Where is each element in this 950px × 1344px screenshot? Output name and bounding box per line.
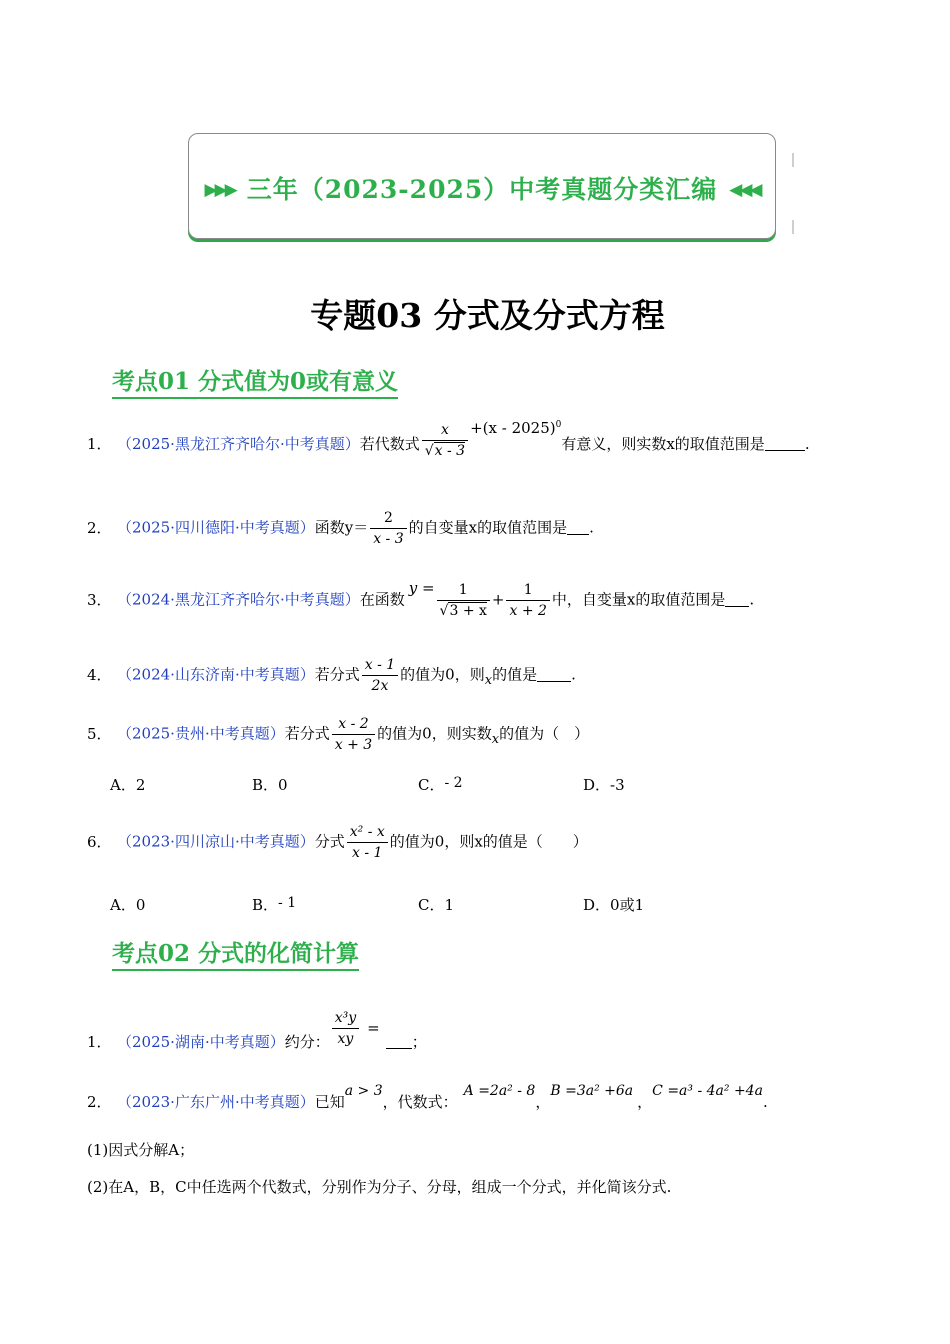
fraction-numerator: x - 2 <box>332 714 375 735</box>
answer-blank[interactable] <box>386 1034 412 1049</box>
fraction-denominator: √x - 3 <box>424 443 466 459</box>
option-d[interactable]: D．-3 <box>583 776 625 794</box>
fraction-denominator: x + 2 <box>509 603 547 619</box>
question-number: 5． <box>87 724 112 743</box>
fraction-denominator: xy <box>337 1031 354 1047</box>
divider <box>792 153 794 167</box>
fraction-numerator: 1 <box>437 580 490 601</box>
question-text: 若分式 <box>314 665 360 684</box>
fraction <box>362 655 398 696</box>
option-a[interactable]: A．0 <box>110 896 146 914</box>
page-title: 专题03 分式及分式方程 <box>310 296 665 335</box>
answer-blank[interactable] <box>567 520 589 535</box>
math-expression: A =2a² - 8 <box>463 1083 536 1099</box>
option-b[interactable]: B．0 <box>252 776 288 794</box>
math-expression: C =a³ - 4a² +4a <box>652 1083 763 1099</box>
fraction <box>347 822 388 863</box>
question-number: 4． <box>87 665 112 684</box>
question-2-2: 2． （2023·广东广州·中考真题）已知a > 3，代数式：A =2a² - 8，B =3a² +6a，C =a³ - 4a² +4a. <box>87 1083 768 1111</box>
question-number: 3． <box>87 590 112 609</box>
fraction-denominator: x + 3 <box>334 737 373 753</box>
question-number: 6． <box>87 832 112 851</box>
option-c[interactable]: C．1 <box>418 896 455 914</box>
question-source: （2025·贵州·中考真题） <box>117 724 285 743</box>
question-text: 的值为0，则x的值是（ ） <box>389 832 588 851</box>
question-text: 的值为0，则实数 <box>377 724 492 743</box>
banner-text-row <box>189 170 775 206</box>
question-source: （2025·黑龙江齐齐哈尔·中考真题） <box>117 435 360 453</box>
answer-blank[interactable] <box>765 436 805 451</box>
question-source: （2023·广东广州·中考真题） <box>117 1093 315 1111</box>
option-c[interactable]: C．- 2 <box>418 775 463 794</box>
sub-question-1: (1)因式分解A； <box>87 1141 195 1159</box>
question-text: ，代数式： <box>382 1093 458 1111</box>
question-1-2: 2． （2025·四川德阳·中考真题）函数y＝ $\frac{2}{x - 3}$ 的自变量x的取值范围是 . <box>87 510 594 547</box>
question-number: 1． <box>87 1033 112 1051</box>
question-text: 的值是 <box>492 665 538 684</box>
fraction-numerator: 2 <box>370 508 406 529</box>
question-text: 若代数式 <box>359 435 420 453</box>
question-text: 的自变量x的取值范围是 <box>408 518 568 537</box>
question-number: 1． <box>87 435 112 453</box>
arrow-right-icon: ▶▶▶ <box>204 180 235 200</box>
fraction <box>332 1008 359 1049</box>
fraction <box>332 714 375 755</box>
question-source: （2025·四川德阳·中考真题） <box>117 518 315 537</box>
fraction-numerator: x³y <box>332 1008 359 1029</box>
divider <box>792 220 794 234</box>
fraction-denominator: x - 3 <box>373 531 404 547</box>
fraction <box>422 420 468 461</box>
question-1-4: 4． （2024·山东济南·中考真题）若分式 $\frac{x - 1}{2x}$ 的值为0，则x的值是 . <box>87 657 576 694</box>
fraction-numerator: 1 <box>506 580 549 601</box>
math-expression: + <box>491 590 505 609</box>
option-d[interactable]: D．0或1 <box>583 896 645 914</box>
banner-text: 三年（2023-2025）中考真题分类汇编 <box>246 175 718 204</box>
question-text: 函数y＝ <box>314 518 369 537</box>
question-source: （2024·黑龙江齐齐哈尔·中考真题） <box>117 590 360 609</box>
fraction <box>370 508 406 549</box>
question-1-5: 5． （2025·贵州·中考真题）若分式 $\frac{x - 2}{x + 3}$ 的值为0，则实数x的值为（ ） <box>87 716 590 753</box>
fraction <box>437 580 490 621</box>
fraction <box>506 580 549 621</box>
question-text: 在函数 <box>359 590 405 609</box>
question-source: （2023·四川凉山·中考真题） <box>117 832 315 851</box>
question-text: 有意义，则实数x的取值范围是 <box>561 435 765 453</box>
sub-question-2: (2)在A，B，C中任选两个代数式，分别作为分子、分母，组成一个分式，并化简该分式. <box>87 1178 672 1196</box>
fraction-numerator: x² - x <box>347 822 388 843</box>
math-expression: B =3a² +6a <box>550 1083 634 1099</box>
question-text: 的值为（ ） <box>499 724 590 743</box>
option-a[interactable]: A．2 <box>110 776 146 794</box>
math-expression: y = <box>408 578 435 597</box>
fraction-denominator: √3 + x <box>439 603 487 619</box>
option-b[interactable]: B．- 1 <box>252 895 297 914</box>
question-2-1: 1． （2025·湖南·中考真题）约分： $\frac{\text{x³y}}{xy}$ =； <box>87 1010 427 1051</box>
question-text: 中，自变量x的取值范围是 <box>551 590 726 609</box>
question-text: 约分： <box>284 1033 330 1051</box>
math-expression: +(x - 2025)$^0$ <box>470 419 562 437</box>
question-number: 2． <box>87 1093 112 1111</box>
question-source: （2024·山东济南·中考真题） <box>117 665 315 684</box>
question-text: 的值为0，则 <box>400 665 485 684</box>
section-heading-1: 考点01 分式值为0或有意义 <box>112 368 398 399</box>
fraction-numerator: x <box>422 420 468 441</box>
math-expression: a > 3 <box>344 1083 383 1099</box>
question-text: 分式 <box>314 832 345 851</box>
fraction-numerator: x - 1 <box>362 655 398 676</box>
question-1-3: 3． （2024·黑龙江齐齐哈尔·中考真题）在函数y = $\frac{1}{√3 + x}$ + $\frac{1}{x + 2}$ 中，自变量x的取值范围是 . <box>87 578 755 619</box>
question-1-6 <box>87 822 588 863</box>
section-heading-2: 考点02 分式的化简计算 <box>112 940 359 971</box>
answer-blank[interactable] <box>725 592 749 607</box>
title-banner <box>188 133 776 239</box>
fraction-denominator: 2x <box>371 678 389 694</box>
question-text: 已知 <box>314 1093 345 1111</box>
arrow-left-icon: ◀◀◀ <box>729 180 760 200</box>
question-text: 若分式 <box>284 724 330 743</box>
fraction-denominator: x - 1 <box>352 845 383 861</box>
question-1-1: 1． （2025·黑龙江齐齐哈尔·中考真题）若代数式 $\frac{x}{√x - 3}$ +(x - 2025)$^0$有意义，则实数x的取值范围是 . <box>87 419 810 459</box>
question-source: （2025·湖南·中考真题） <box>117 1033 285 1051</box>
answer-blank[interactable] <box>537 667 571 682</box>
question-number: 2． <box>87 518 112 537</box>
